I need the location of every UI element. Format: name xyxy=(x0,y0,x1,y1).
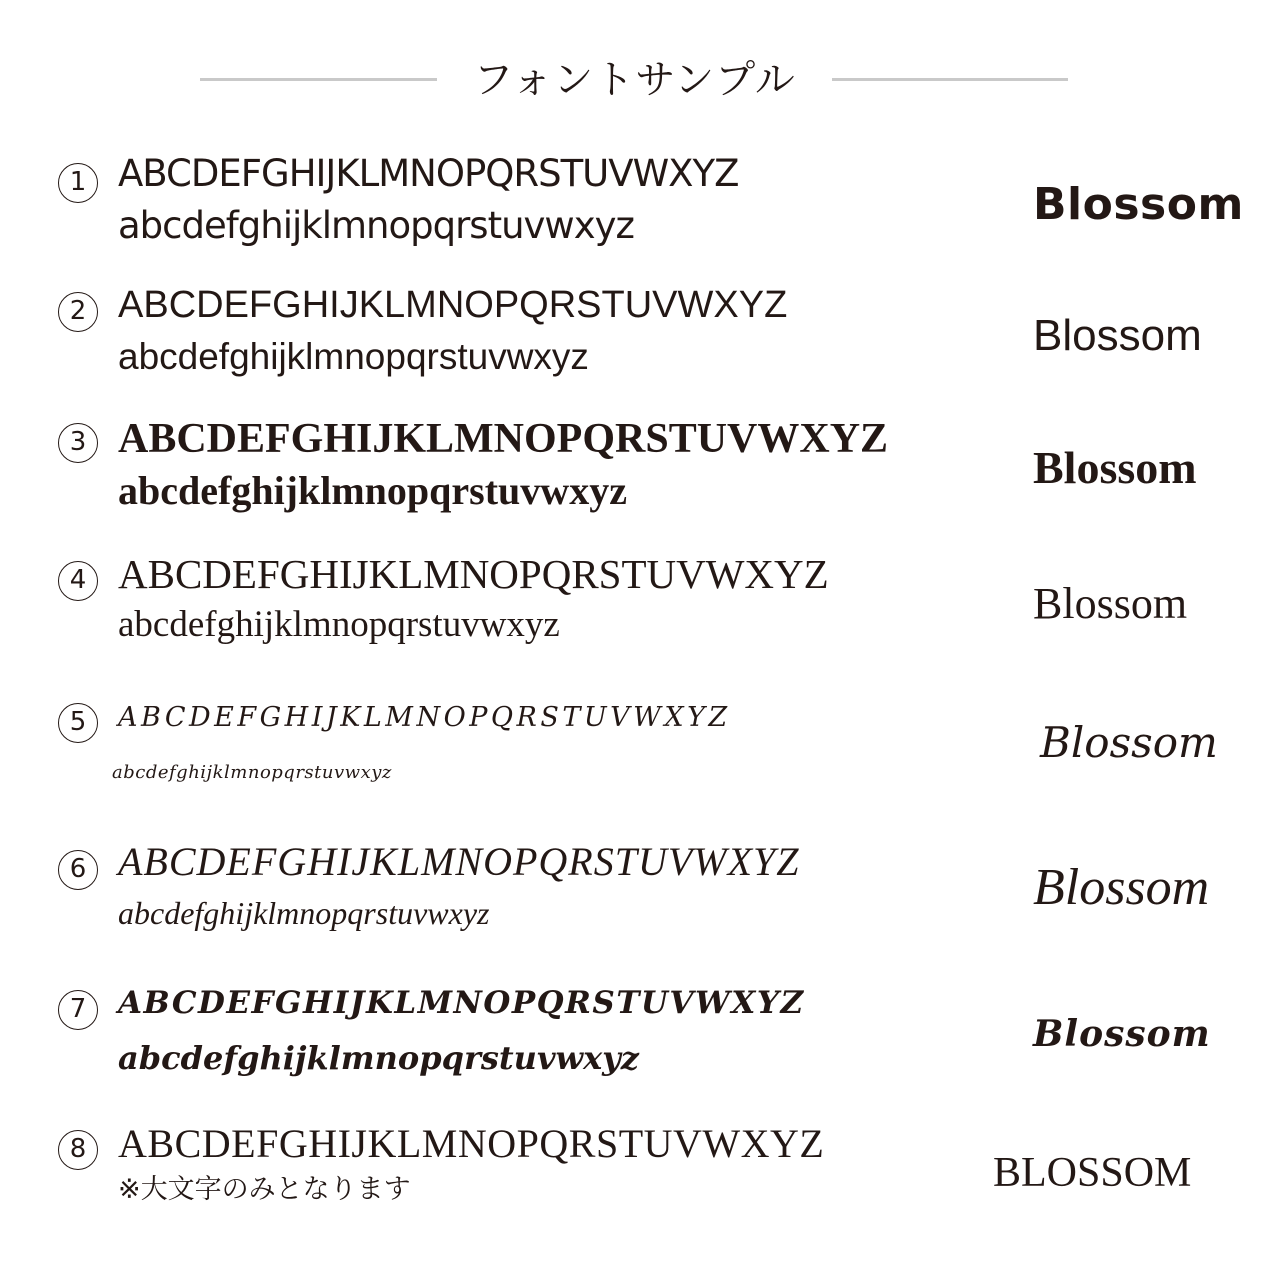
blossom-sample: Blossom xyxy=(1033,179,1244,230)
lowercase-sample: abcdefghijklmnopqrstuvwxyz xyxy=(118,895,490,931)
uppercase-sample: ABCDEFGHIJKLMNOPQRSTUVWXYZ xyxy=(118,1121,825,1166)
font-row-8 xyxy=(0,1120,1280,1220)
uppercase-sample: ABCDEFGHIJKLMNOPQRSTUVWXYZ xyxy=(118,985,805,1021)
uppercase-sample: ABCDEFGHIJKLMNOPQRSTUVWXYZ xyxy=(118,284,788,326)
blossom-sample: BLOSSOM xyxy=(993,1150,1192,1196)
uppercase-sample: ABCDEFGHIJKLMNOPQRSTUVWXYZ xyxy=(118,551,829,597)
page-title: フォントサンプル xyxy=(473,57,796,103)
font-number-badge: 7 xyxy=(58,990,98,1030)
blossom-sample: Blossom xyxy=(1033,442,1197,493)
lowercase-sample: abcdefghijklmnopqrstuvwxyz xyxy=(118,336,589,377)
uppercase-sample: ABCDEFGHIJKLMNOPQRSTUVWXYZ xyxy=(118,152,739,195)
font-row-6 xyxy=(0,838,1280,938)
font-row-4 xyxy=(0,550,1280,650)
font-row-2 xyxy=(0,282,1280,382)
blossom-sample: Blossom xyxy=(1033,311,1202,360)
font-number-badge: 8 xyxy=(58,1130,98,1170)
blossom-sample: Blossom xyxy=(1033,579,1188,628)
font-row-1 xyxy=(0,150,1280,260)
lowercase-sample: abcdefghijklmnopqrstuvwxyz xyxy=(118,604,560,645)
font-number-badge: 3 xyxy=(58,423,98,463)
uppercase-sample: ABCDEFGHIJKLMNOPQRSTUVWXYZ xyxy=(118,839,800,884)
uppercase-only-note: ※大文字のみとなります xyxy=(118,1174,411,1205)
font-number-badge: 4 xyxy=(58,561,98,601)
font-row-7 xyxy=(0,980,1280,1090)
header-rule-left xyxy=(200,78,437,81)
uppercase-sample: ABCDEFGHIJKLMNOPQRSTUVWXYZ xyxy=(118,702,731,733)
font-row-3 xyxy=(0,415,1280,515)
blossom-sample: Blossom xyxy=(1040,718,1218,767)
font-number-badge: 2 xyxy=(58,292,98,332)
lowercase-sample: abcdefghijklmnopqrstuvwxyz xyxy=(118,468,627,513)
font-number-badge: 5 xyxy=(58,703,98,743)
blossom-sample: Blossom xyxy=(1033,1013,1211,1055)
lowercase-sample: abcdefghijklmnopqrstuvwxyz xyxy=(118,204,634,247)
lowercase-sample: abcdefghijklmnopqrstuvwxyz xyxy=(112,762,392,783)
uppercase-sample: ABCDEFGHIJKLMNOPQRSTUVWXYZ xyxy=(118,416,889,462)
font-number-badge: 6 xyxy=(58,850,98,890)
page-header xyxy=(0,55,1280,105)
font-number-badge: 1 xyxy=(58,163,98,203)
font-row-5 xyxy=(0,698,1280,798)
blossom-sample: Blossom xyxy=(1033,859,1210,916)
lowercase-sample: abcdefghijklmnopqrstuvwxyz xyxy=(118,1039,639,1077)
header-rule-right xyxy=(832,78,1068,81)
